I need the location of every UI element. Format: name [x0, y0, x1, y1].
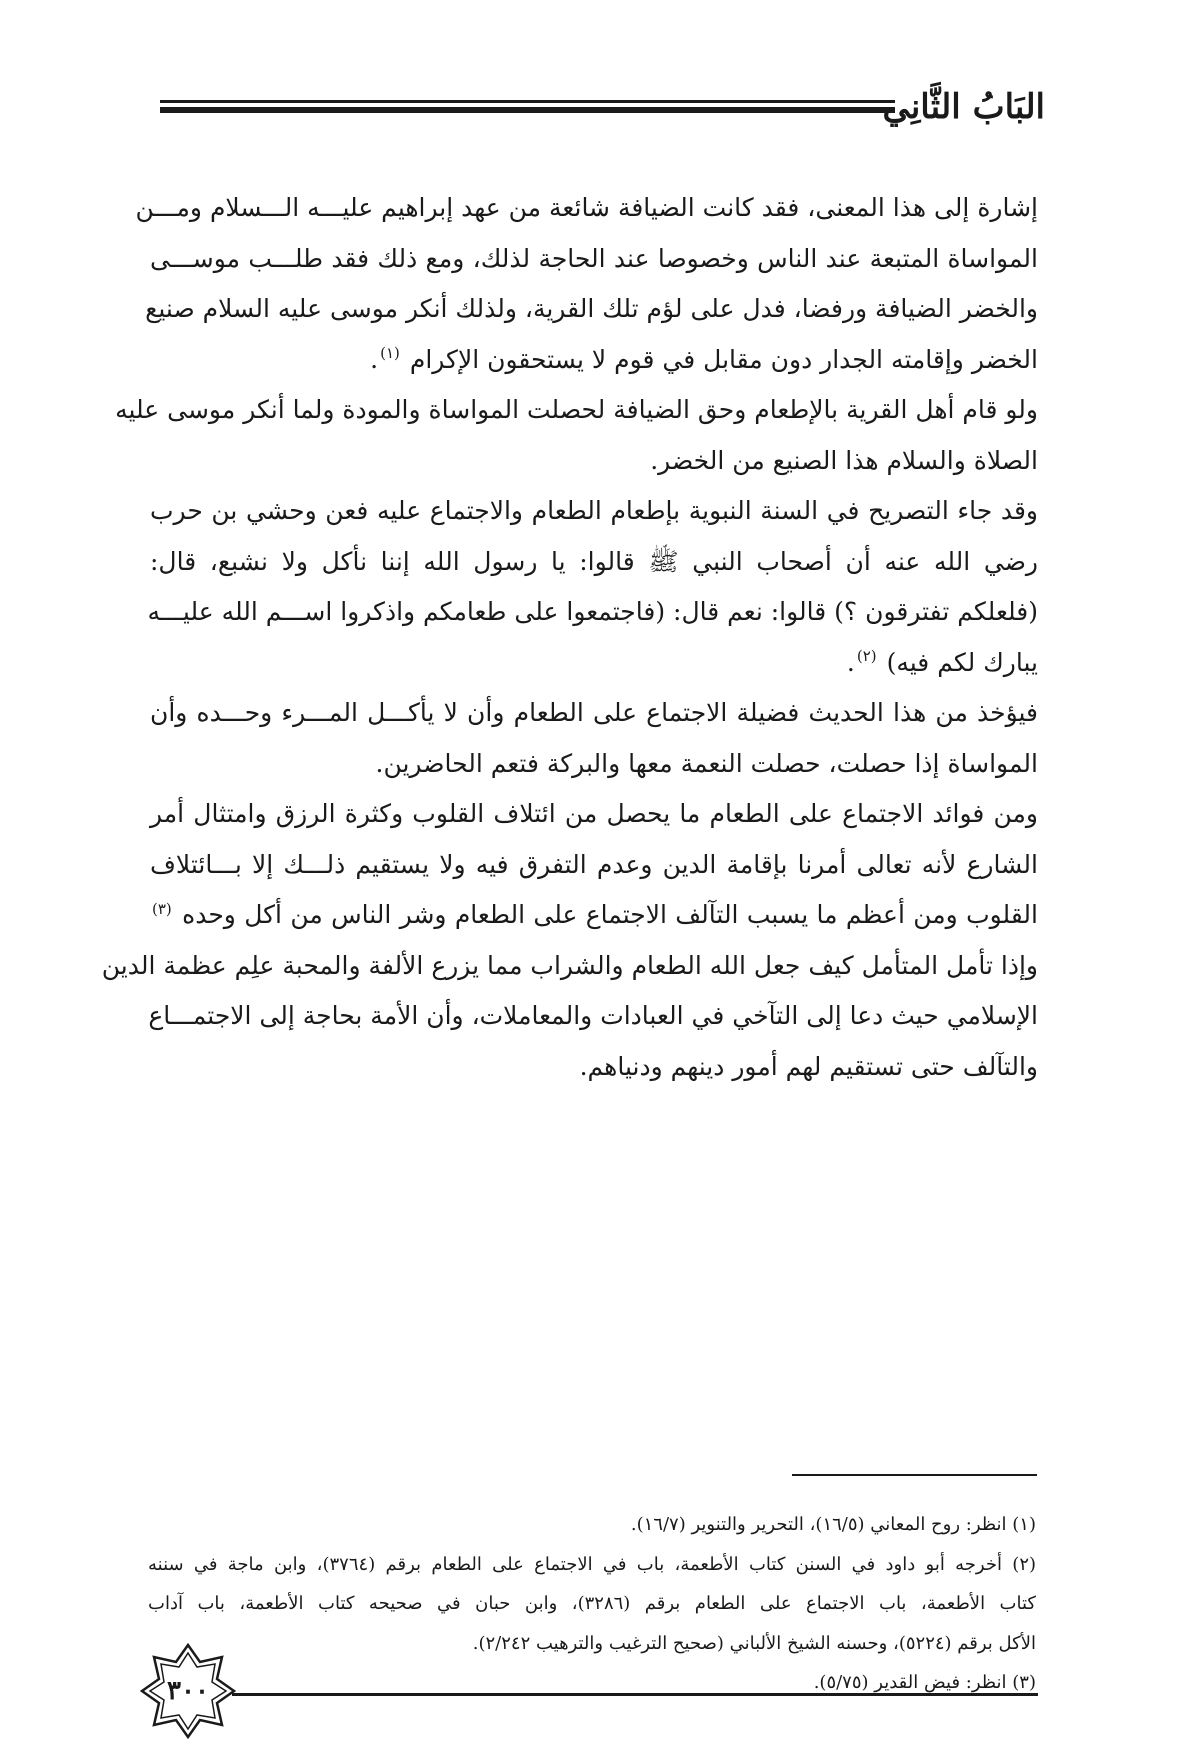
- bottom-rule: [232, 1693, 1038, 1696]
- paragraph: [101, 789, 1038, 1092]
- footnote-line: (٣) انظر: فيض القدير (٥/٧٥).: [813, 1672, 1036, 1693]
- text-line: [150, 638, 1038, 689]
- footnotes: [148, 1505, 1036, 1703]
- header-rule-thick: [160, 107, 895, 113]
- page-header: [160, 82, 1045, 132]
- footnote-line: (٢) أخرجه أبو داود في السنن كتاب الأطعمة، باب في الاجتماع على الطعام برقم (٣٧٦٤)، وابن ماجة في سننه: [148, 1553, 1037, 1575]
- page-number: ٣٠٠: [167, 1676, 209, 1706]
- text-line: والتآلف حتى تستقيم لهم أمور دينهم ودنياهم.: [579, 1051, 1038, 1081]
- text-segment: يبارك لكم فيه): [886, 647, 1038, 677]
- text-line: الإسلامي حيث دعا إلى التآخي في العبادات والمعاملات، وأن الأمة بحاجة إلى الاجتمـــاع: [148, 1001, 1038, 1030]
- text-line: المواساة إذا حصلت، حصلت النعمة معها والبركة فتعم الحاضرين.: [375, 748, 1038, 778]
- footnote-line: (١) انظر: روح المعاني (١٦/٥)، التحرير والتنوير (١٦/٧).: [630, 1514, 1036, 1535]
- footnote-ref[interactable]: (٢): [856, 647, 877, 666]
- text-line: والخضر الضيافة ورفضا، فدل على لؤم تلك القرية، ولذلك أنكر موسى عليه السلام صنيع: [145, 294, 1038, 323]
- text-line: المواساة المتبعة عند الناس وخصوصا عند الحاجة لذلك، ومع ذلك فقد طلـــب موســـى: [150, 243, 1038, 273]
- text-line: الشارع لأنه تعالى أمرنا بإقامة الدين وعدم التفرق فيه ولا يستقيم ذلـــك إلا بـــائتلاف: [150, 849, 1038, 879]
- text-line: إشارة إلى هذا المعنى، فقد كانت الضيافة شائعة من عهد إبراهيم عليـــه الـــسلام ومـــن: [135, 193, 1038, 222]
- main-text: [101, 183, 1038, 1092]
- text-line: الصلاة والسلام هذا الصنيع من الخضر.: [650, 445, 1038, 475]
- punctuation: .: [846, 647, 855, 677]
- paragraph: [147, 486, 1038, 688]
- text-segment: القلوب ومن أعظم ما يسبب التآلف الاجتماع على الطعام وشر الناس من أكل وحده: [182, 900, 1038, 929]
- footnote-1: [148, 1505, 1036, 1545]
- text-line: رضي الله عنه أن أصحاب النبي ﷺ قالوا: يا رسول الله إننا نأكل ولا نشبع، قال:: [150, 546, 1038, 576]
- text-line: وإذا تأمل المتأمل كيف جعل الله الطعام والشراب مما يزرع الألفة والمحبة علِم عظمة الدين: [101, 950, 1038, 980]
- footnote-3: [148, 1663, 1036, 1703]
- footnote-line: كتاب الأطعمة، باب الاجتماع على الطعام برقم (٣٢٨٦)، وابن حبان في صحيحه كتاب الأطعمة، باب آداب: [148, 1593, 1036, 1614]
- text-line: ولو قام أهل القرية بالإطعام وحق الضيافة لحصلت المواساة والمودة ولما أنكر موسى عليه: [115, 395, 1038, 424]
- paragraph: [135, 183, 1038, 385]
- footnote-ref[interactable]: (١): [380, 344, 400, 363]
- page-number-badge: [140, 1643, 236, 1739]
- header-rule-thin: [160, 100, 895, 103]
- footnote-line: الأكل برقم (٥٢٢٤)، وحسنه الشيخ الألباني (صحيح الترغيب والترهيب ٢/٢٤٢).: [472, 1632, 1036, 1654]
- paragraph: [115, 385, 1038, 486]
- text-line: [150, 335, 1038, 386]
- footnote-separator: [792, 1474, 1037, 1476]
- footnote-ref[interactable]: (٣): [152, 899, 172, 918]
- punctuation: .: [370, 344, 379, 374]
- footnote-2: [148, 1545, 1036, 1664]
- chapter-title: البَابُ الثَّانِي: [882, 87, 1045, 127]
- text-line: وقد جاء التصريح في السنة النبوية بإطعام الطعام والاجتماع عليه فعن وحشي بن حرب: [150, 496, 1038, 525]
- text-line: [150, 890, 1038, 941]
- text-line: (فلعلكم تفترقون ؟) قالوا: نعم قال: (فاجتمعوا على طعامكم واذكروا اســـم الله عليـــه: [147, 597, 1038, 626]
- text-line: فيؤخذ من هذا الحديث فضيلة الاجتماع على الطعام وأن لا يأكـــل المـــرء وحـــده وأن: [150, 698, 1038, 727]
- text-segment: الخضر وإقامته الجدار دون مقابل في قوم لا يستحقون الإكرام: [409, 344, 1038, 374]
- paragraph: [150, 688, 1038, 789]
- text-line: ومن فوائد الاجتماع على الطعام ما يحصل من ائتلاف القلوب وكثرة الرزق وامتثال أمر: [150, 799, 1038, 828]
